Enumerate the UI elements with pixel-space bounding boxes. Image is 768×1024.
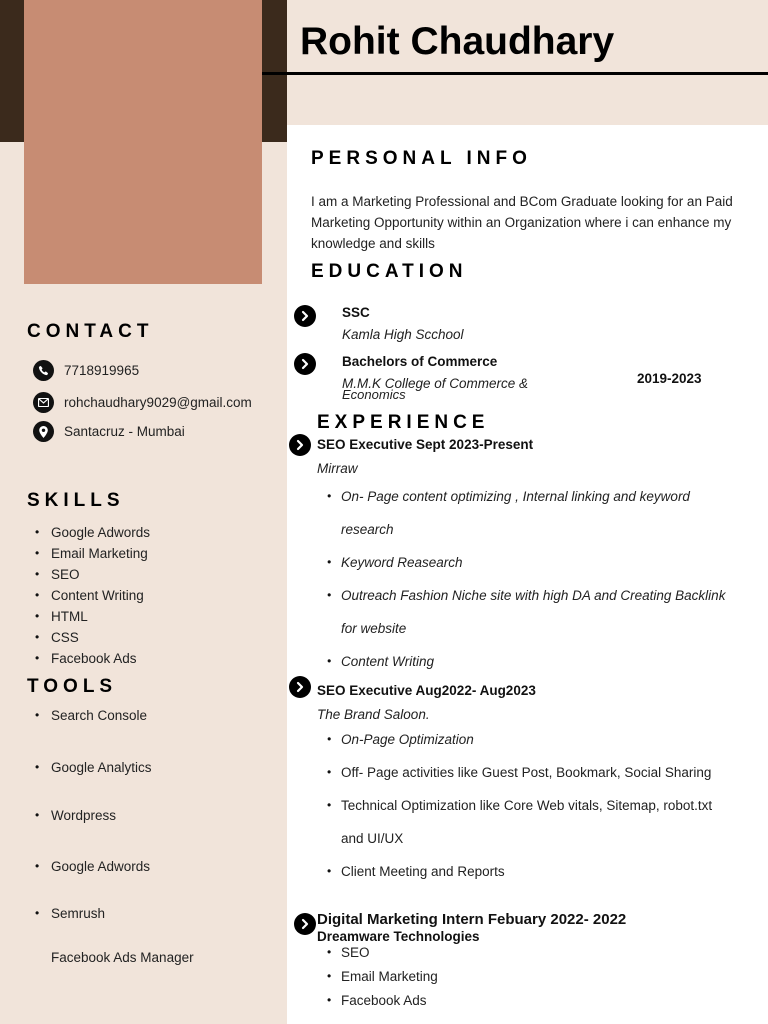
list-item: • SEO [317,945,757,969]
education-school-ssc: Kamla High Scchool [342,327,464,342]
experience-heading: EXPERIENCE [317,412,490,433]
list-item-continuation-text: for website [341,621,407,636]
contact-phone: 7718919965 [64,363,140,378]
list-item: • Outreach Fashion Niche site with high DA and Creating Backlink [317,588,757,621]
location-pin-icon [33,421,54,442]
contact-heading: CONTACT [27,321,154,342]
list-item: • HTML [27,609,150,630]
chevron-right-circle-icon [294,353,316,375]
list-item: • Semrush [27,906,152,949]
skills-heading: SKILLS [27,490,125,511]
job-company-1: Mirraw [317,461,358,476]
tools-extra-item: Facebook Ads Manager [51,950,194,965]
personal-info-text: I am a Marketing Professional and BCom Graduate looking for an Paid Marketing Opportunity within an Organization where i can enhance my knowledge and skills [311,194,733,251]
job-title-2: SEO Executive Aug2022- Aug2023 [317,683,536,698]
list-item: • On-Page Optimization [317,732,757,765]
list-item: • Facebook Ads [317,993,757,1017]
education-degree-bcom: Bachelors of Commerce [342,354,498,369]
chevron-right-circle-icon [289,676,311,698]
tools-list [27,708,152,949]
list-item-continuation [317,831,757,864]
list-item: • Google Adwords [27,859,152,906]
list-item-continuation [317,621,757,654]
phone-icon [33,360,54,381]
list-item: • Wordpress [27,808,152,859]
job-bullets-2 [317,732,757,897]
education-school-bcom-line1: M.M.K College of Commerce & [342,376,529,391]
personal-info-heading: PERSONAL INFO [311,148,532,169]
list-item: • Keyword Reasearch [317,555,757,588]
education-years: 2019-2023 [637,371,702,386]
job-bullets-3 [317,945,757,1017]
education-school-bcom-line2: Economics [342,387,406,402]
list-item: • Technical Optimization like Core Web vitals, Sitemap, robot.txt [317,798,757,831]
chevron-right-circle-icon [294,305,316,327]
list-item: • Google Analytics [27,760,152,808]
job-company-3: Dreamware Technologies [317,929,480,944]
list-item-continuation-text: and UI/UX [341,831,404,846]
job-company-2: The Brand Saloon. [317,707,430,722]
contact-location: Santacruz - Mumbai [64,424,185,439]
list-item: • Facebook Ads [27,651,150,672]
job-bullets-1 [317,489,757,687]
list-item: • On- Page content optimizing , Internal linking and keyword [317,489,757,522]
list-item-continuation-text: research [341,522,394,537]
list-item: • Email Marketing [27,546,150,567]
tools-heading: TOOLS [27,676,118,697]
education-heading: EDUCATION [311,261,468,282]
contact-location-row [33,421,185,442]
list-item: • CSS [27,630,150,651]
list-item: • Content Writing [27,588,150,609]
name-underline-divider [262,72,768,75]
contact-email-row [33,392,252,413]
job-title-1: SEO Executive Sept 2023-Present [317,437,534,452]
list-item: • Google Adwords [27,525,150,546]
job-title-3: Digital Marketing Intern Febuary 2022- 2022 [317,911,627,928]
list-item: • Content Writing [317,654,757,687]
email-icon [33,392,54,413]
education-degree-ssc: SSC [342,305,370,320]
list-item: • SEO [27,567,150,588]
list-item: • Email Marketing [317,969,757,993]
skills-list [27,525,150,672]
list-item-continuation [317,522,757,555]
candidate-name: Rohit Chaudhary [300,20,615,63]
chevron-right-circle-icon [289,434,311,456]
photo-placeholder [24,0,262,284]
list-item: • Client Meeting and Reports [317,864,757,897]
list-item: • Off- Page activities like Guest Post, Bookmark, Social Sharing [317,765,757,798]
contact-phone-row [33,360,139,381]
contact-email: rohchaudhary9029@gmail.com [64,395,252,410]
chevron-right-circle-icon [294,913,316,935]
list-item: • Search Console [27,708,152,760]
